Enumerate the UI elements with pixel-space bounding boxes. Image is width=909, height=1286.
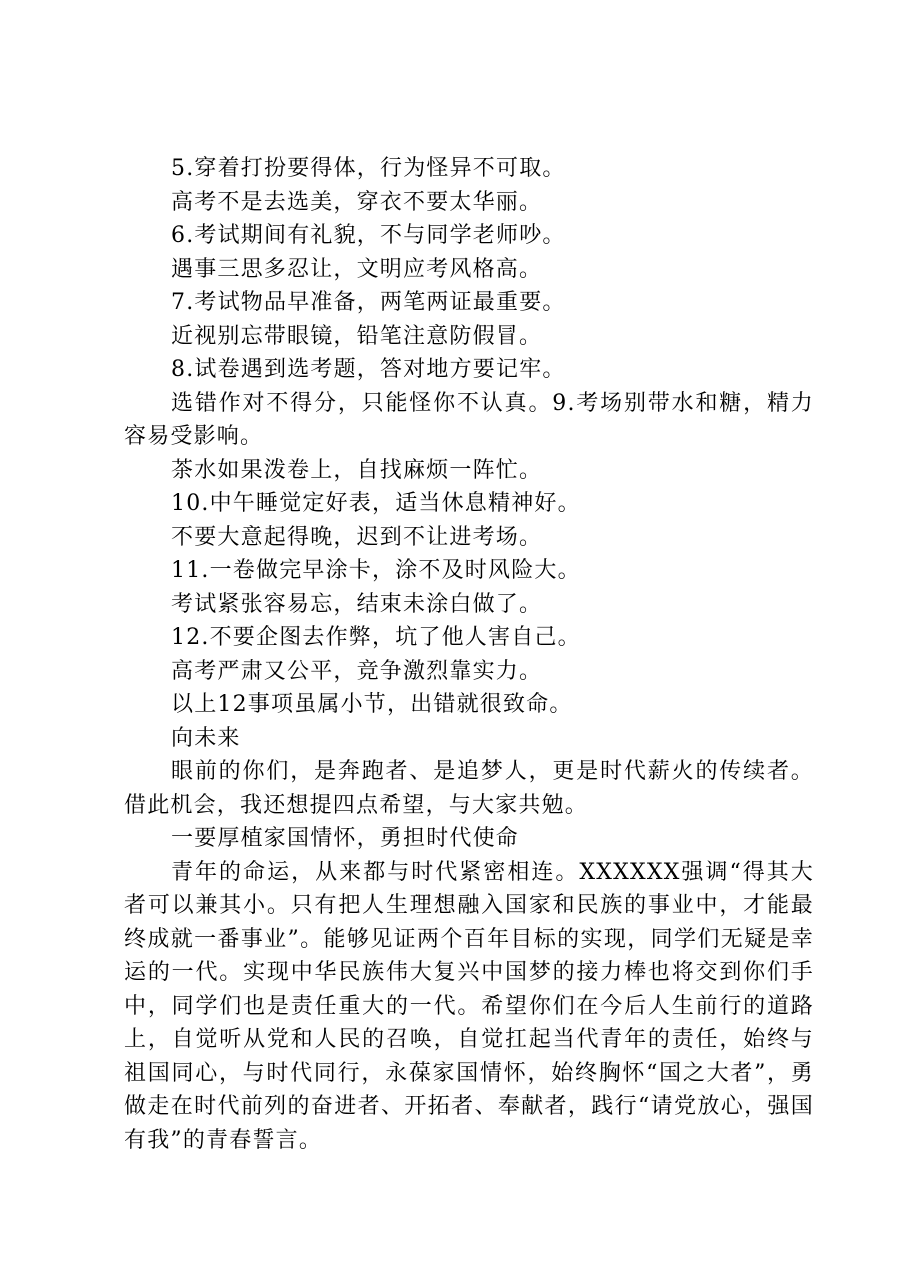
paragraph: 8.试卷遇到选考题，答对地方要记牢。 <box>171 357 566 382</box>
paragraph: 12.不要企图去作弊，坑了他人害自己。 <box>171 625 581 650</box>
paragraph: 不要大意起得晚，迟到不让进考场。 <box>171 524 543 550</box>
paragraph: 青年的命运，从来都与时代紧密相连。XXXXXX强调“得其大者可以兼其小。只有把人生理想融入国家和民族的事业中，才能最终成就一番事业”。能够见证两个百年目标的实现，同学们无疑是幸运的一代。实现中华民族伟大复兴中国梦的接力棒也将交到你们手中，同学们也是责任重大的一代。希望你们在今后人生前行的道路上，自觉听从党和人民的召唤，自觉扛起当代青年的责任，始终与祖国同心，与时代同行，永葆家国情怀，始终胸怀“国之大者”，勇做走在时代前列的奋进者、开拓者、奉献者，践行“请党放心，强国有我”的青春誓言。 <box>124 859 814 1153</box>
paragraph: 7.考试物品早准备，两笔两证最重要。 <box>171 290 566 315</box>
paragraph: 10.中午睡觉定好表，适当休息精神好。 <box>171 491 581 516</box>
paragraph: 近视别忘带眼镜，铅笔注意防假冒。 <box>171 323 543 349</box>
paragraph: 选错作对不得分，只能怪你不认真。9.考场别带水和糖，精力容易受影响。 <box>124 390 814 449</box>
paragraph: 考试紧张容易忘，结束未涂白做了。 <box>171 591 543 617</box>
paragraph: 高考严肃又公平，竞争激烈靠实力。 <box>171 658 543 684</box>
paragraph: 6.考试期间有礼貌，不与同学老师吵。 <box>171 223 566 248</box>
section-heading: 向未来 <box>171 725 241 751</box>
paragraph: 茶水如果泼卷上，自找麻烦一阵忙。 <box>171 457 543 483</box>
paragraph: 眼前的你们，是奔跑者、是追梦人，更是时代薪火的传续者。借此机会，我还想提四点希望，与大家共勉。 <box>124 759 814 818</box>
paragraph: 高考不是去选美，穿衣不要太华丽。 <box>171 189 543 215</box>
paragraph: 11.一卷做完早涂卡，涂不及时风险大。 <box>171 558 581 583</box>
section-heading: 一要厚植家国情怀，勇担时代使命 <box>171 826 520 851</box>
document-body <box>124 152 814 1157</box>
paragraph: 5.穿着打扮要得体，行为怪异不可取。 <box>171 156 566 181</box>
paragraph: 以上12事项虽属小节，出错就很致命。 <box>171 692 573 717</box>
paragraph: 遇事三思多忍让，文明应考风格高。 <box>171 256 543 282</box>
